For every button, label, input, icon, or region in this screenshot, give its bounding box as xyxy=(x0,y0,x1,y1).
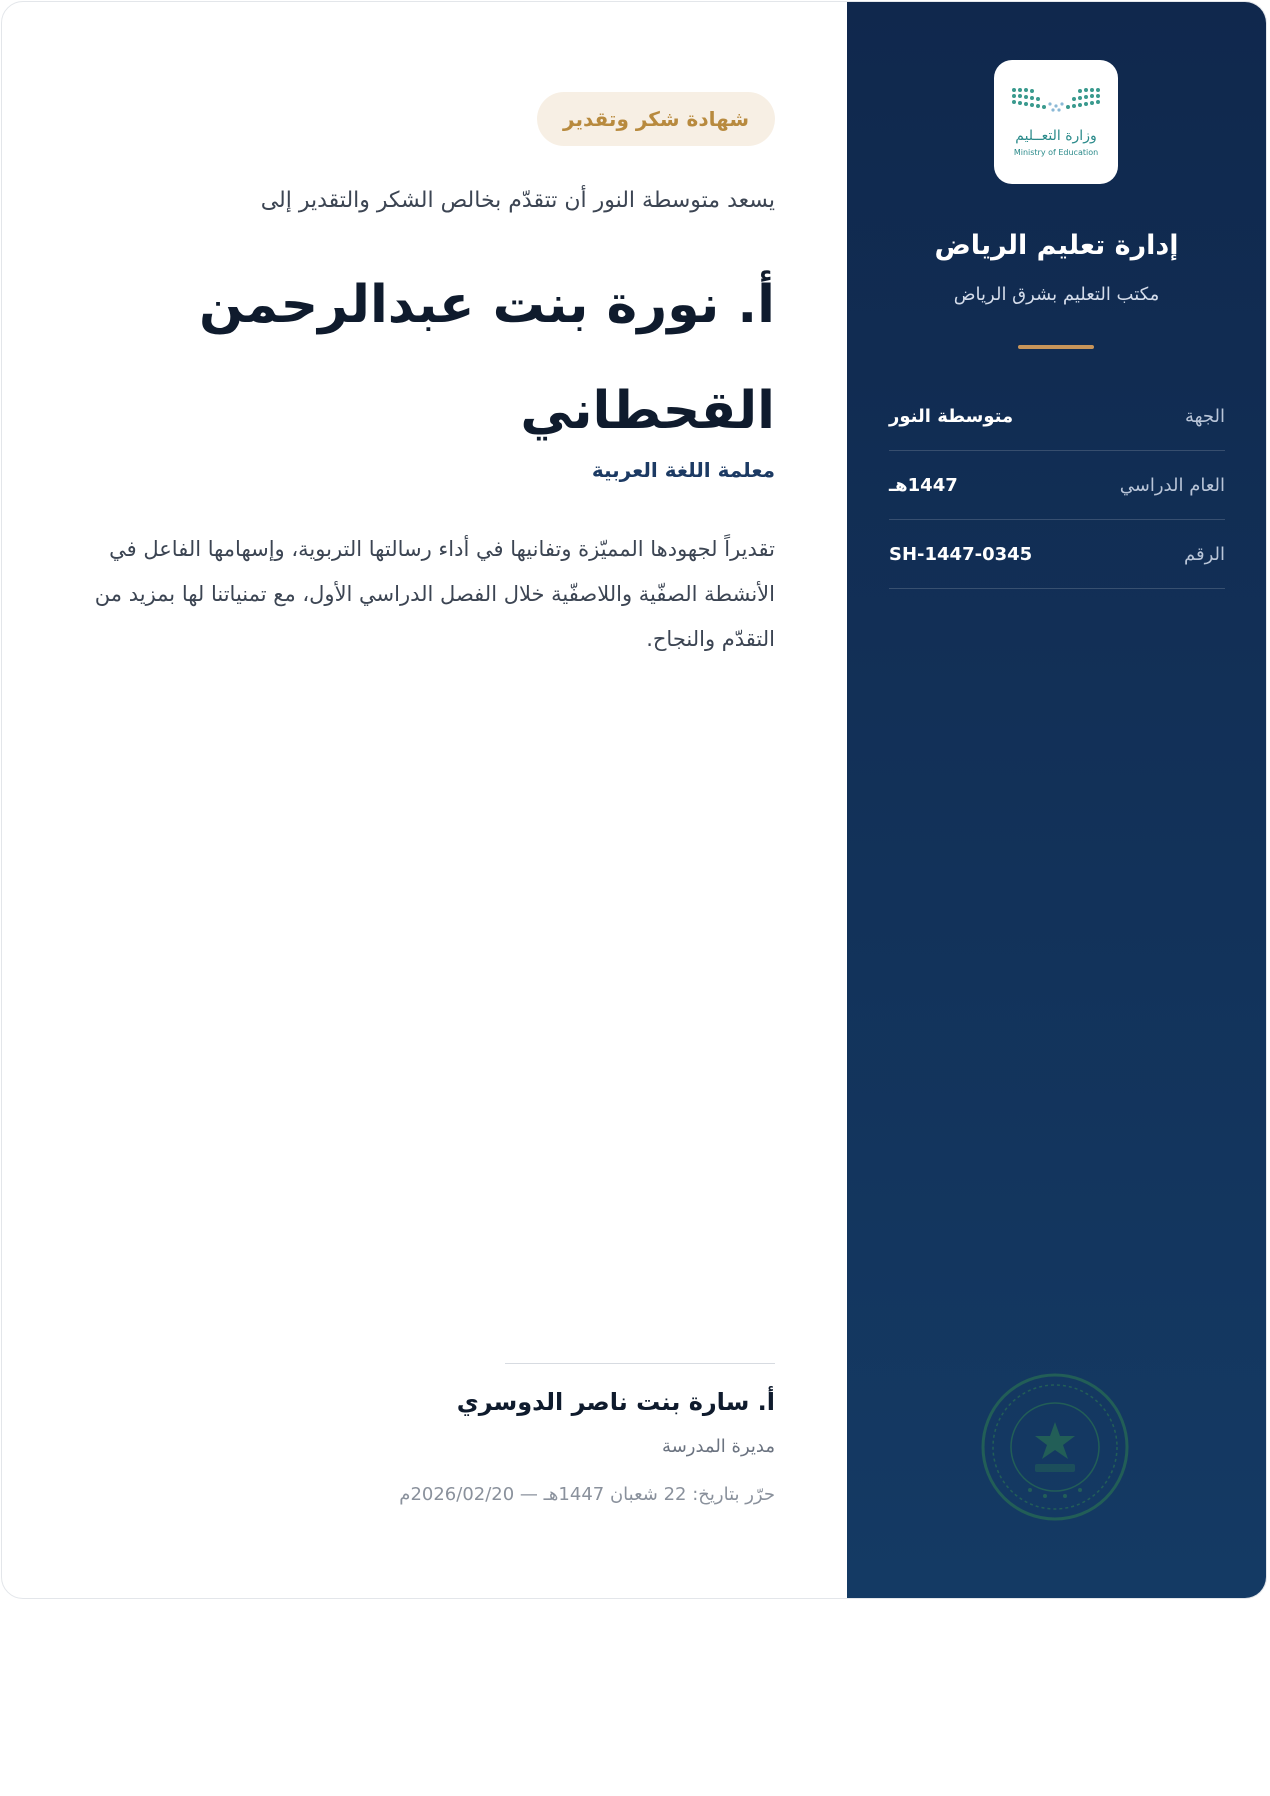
official-stamp-icon xyxy=(980,1372,1130,1522)
info-label: العام الدراسي xyxy=(1119,474,1225,496)
info-row-year xyxy=(889,451,1225,520)
certificate-main xyxy=(2,2,849,1598)
info-list xyxy=(889,382,1225,589)
sidebar-title: إدارة تعليم الرياض xyxy=(934,230,1179,261)
info-row-number xyxy=(889,520,1225,589)
logo-english-text: Ministry of Education xyxy=(1013,148,1099,157)
certificate-badge: شهادة شكر وتقدير xyxy=(537,92,775,146)
gold-divider xyxy=(1018,345,1094,349)
logo-arabic-text: وزارة التعــليم xyxy=(1015,128,1097,144)
info-value: SH-1447-0345 xyxy=(889,543,1033,565)
sidebar-panel xyxy=(847,2,1266,1598)
certificate-intro: يسعد متوسطة النور أن تتقدّم بخالص الشكر والتقدير إلى xyxy=(260,188,775,213)
recipient-position: معلمة اللغة العربية xyxy=(591,458,775,482)
issue-date: حرّر بتاريخ: 22 شعبان 1447هـ — 2026/02/20م xyxy=(399,1484,775,1505)
signer-name: أ. سارة بنت ناصر الدوسري xyxy=(456,1388,775,1416)
ministry-logo xyxy=(994,60,1118,184)
sidebar-subtitle: مكتب التعليم بشرق الرياض xyxy=(953,284,1160,305)
info-row-entity xyxy=(889,382,1225,451)
info-label: الجهة xyxy=(1184,405,1225,427)
info-value: 1447هـ xyxy=(889,474,958,496)
certificate-body: تقديراً لجهودها المميّزة وتفانيها في أداء رسالتها التربوية، وإسهامها الفاعل في الأنشطة الصفّية واللاصفّية خلال الفصل الدراسي الأول، مع تمنياتنا لها بمزيد من التقدّم والنجاح. xyxy=(94,537,775,651)
recipient-name: أ. نورة بنت عبدالرحمن القحطاني xyxy=(198,275,775,441)
signer-role: مديرة المدرسة xyxy=(662,1436,775,1457)
signature-line xyxy=(505,1363,775,1364)
info-value: متوسطة النور xyxy=(889,405,1014,427)
certificate-card xyxy=(1,1,1267,1599)
info-label: الرقم xyxy=(1183,543,1225,565)
ministry-of-education-logo-icon xyxy=(1006,82,1106,122)
